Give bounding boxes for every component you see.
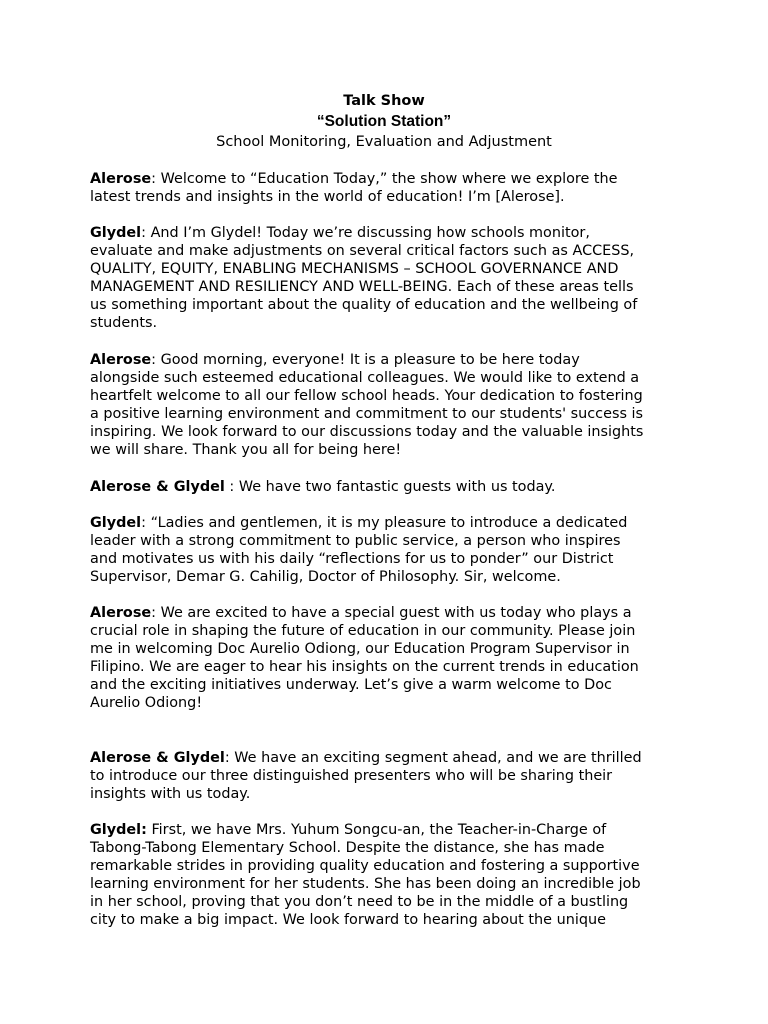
dialogue-text: Tabong-Tabong Elementary School. Despite the distance, she has made <box>90 840 605 857</box>
dialogue-text: First, we have Mrs. Yuhum Songcu-an, the Teacher-in-Charge of <box>151 822 607 838</box>
dialogue-text: Welcome to “Education Today,” the show where we explore the <box>160 171 618 187</box>
dialogue-line <box>90 296 675 314</box>
dialogue-line <box>90 224 675 242</box>
dialogue-text: Filipino. We are eager to hear his insights on the current trends in education <box>90 659 639 676</box>
dialogue-line <box>90 640 675 658</box>
dialogue-line <box>90 568 675 586</box>
speaker-separator: : <box>141 225 151 241</box>
dialogue-line <box>90 170 675 188</box>
dialogue-line <box>90 369 675 387</box>
dialogue-text: QUALITY, EQUITY, ENABLING MECHANISMS – SCHOOL GOVERNANCE AND <box>90 261 619 278</box>
speaker-name: Glydel <box>90 225 142 241</box>
dialogue-line <box>90 839 675 857</box>
dialogue-line <box>90 893 675 911</box>
dialogue-line <box>90 749 675 767</box>
dialogue-text: and the exciting initiatives underway. Let’s give a warm welcome to Doc <box>90 677 612 694</box>
dialogue-line <box>90 314 675 332</box>
dialogue-line <box>90 532 675 550</box>
dialogue-line <box>90 260 675 278</box>
dialogue-line <box>90 821 675 839</box>
dialogue-paragraph <box>90 604 675 713</box>
dialogue-line <box>90 550 675 568</box>
speaker-name: Glydel <box>90 515 142 531</box>
dialogue-line <box>90 188 675 206</box>
dialogue-line <box>90 767 675 785</box>
dialogue-paragraph <box>90 224 675 333</box>
dialogue-text: students. <box>90 315 158 332</box>
dialogue-text: inspiring. We look forward to our discussions today and the valuable insights <box>90 424 644 441</box>
dialogue-text: me in welcoming Doc Aurelio Odiong, our Education Program Supervisor in <box>90 641 630 658</box>
dialogue-line <box>90 911 675 929</box>
dialogue-line <box>90 278 675 296</box>
dialogue-line <box>90 676 675 694</box>
dialogue-text: heartfelt welcome to all our fellow school heads. Your dedication to fostering <box>90 388 643 405</box>
dialogue-text: Aurelio Odiong! <box>90 695 203 712</box>
speaker-name: Alerose <box>90 352 152 368</box>
dialogue-line <box>90 387 675 405</box>
dialogue-text: Good morning, everyone! It is a pleasure to be here today <box>160 352 580 368</box>
speaker-name: Alerose <box>90 171 152 187</box>
dialogue-text: learning environment for her students. She has been doing an incredible job <box>90 876 641 893</box>
dialogue-text: city to make a big impact. We look forward to hearing about the unique <box>90 912 606 929</box>
dialogue-text: MANAGEMENT AND RESILIENCY AND WELL-BEING. Each of these areas tells <box>90 279 634 296</box>
document-title: Talk Show <box>343 93 425 109</box>
speaker-separator: : <box>141 515 151 531</box>
dialogue-line <box>90 604 675 622</box>
document-topic: School Monitoring, Evaluation and Adjustment <box>216 134 552 150</box>
dialogue-text: “Ladies and gentlemen, it is my pleasure to introduce a dedicated <box>150 515 628 531</box>
speaker-name: Alerose & Glydel <box>90 479 225 495</box>
dialogue-line <box>90 857 675 875</box>
dialogue-text: and motivates us with his daily “reflections for us to ponder” our District <box>90 551 614 568</box>
dialogue-paragraph <box>90 821 675 930</box>
dialogue-text: crucial role in shaping the future of education in our community. Please join <box>90 623 636 640</box>
dialogue-text: leader with a strong commitment to public service, a person who inspires <box>90 533 621 550</box>
dialogue-line <box>90 658 675 676</box>
dialogue-text: Supervisor, Demar G. Cahilig, Doctor of Philosophy. Sir, welcome. <box>90 569 561 586</box>
dialogue-paragraph <box>90 749 675 803</box>
dialogue-text: in her school, proving that you don’t need to be in the middle of a bustling <box>90 894 629 911</box>
dialogue-line <box>90 478 675 496</box>
dialogue-text: We are excited to have a special guest with us today who plays a <box>160 605 632 621</box>
speaker-separator: : <box>151 171 161 187</box>
dialogue-text: insights with us today. <box>90 786 251 803</box>
dialogue-line <box>90 694 675 712</box>
speaker-name: Alerose & Glydel <box>90 750 225 766</box>
dialogue-line <box>90 785 675 803</box>
dialogue-text: we will share. Thank you all for being here! <box>90 442 402 459</box>
dialogue-paragraph <box>90 478 675 496</box>
dialogue-text: We have an exciting segment ahead, and we are thrilled <box>234 750 642 766</box>
dialogue-line <box>90 622 675 640</box>
dialogue-line <box>90 441 675 459</box>
dialogue-text: a positive learning environment and commitment to our students' success is <box>90 406 644 423</box>
dialogue-text: latest trends and insights in the world of education! I’m [Alerose]. <box>90 189 565 206</box>
dialogue-paragraph <box>90 351 675 460</box>
dialogue-line <box>90 875 675 893</box>
dialogue-text: us something important about the quality of education and the wellbeing of <box>90 297 638 314</box>
document-subtitle: “Solution Station” <box>316 113 452 130</box>
dialogue-line <box>90 242 675 260</box>
speaker-separator: : <box>224 750 235 766</box>
speaker-separator: : <box>151 352 161 368</box>
dialogue-text: to introduce our three distinguished presenters who will be sharing their <box>90 768 613 785</box>
dialogue-line <box>90 514 675 532</box>
speaker-name: Alerose <box>90 605 152 621</box>
dialogue-line <box>90 351 675 369</box>
dialogue-text: We have two fantastic guests with us today. <box>238 479 556 495</box>
dialogue-paragraph <box>90 514 675 586</box>
dialogue-line <box>90 423 675 441</box>
dialogue-text: remarkable strides in providing quality education and fostering a supportive <box>90 858 640 875</box>
dialogue-text: evaluate and make adjustments on several critical factors such as ACCESS, <box>90 243 635 260</box>
dialogue-line <box>90 405 675 423</box>
speaker-separator: : <box>224 479 239 495</box>
speaker-separator: : <box>151 605 161 621</box>
dialogue-text: And I’m Glydel! Today we’re discussing how schools monitor, <box>150 225 590 241</box>
speaker-name: Glydel: <box>90 822 147 838</box>
dialogue-text: alongside such esteemed educational colleagues. We would like to extend a <box>90 370 640 387</box>
dialogue-paragraph <box>90 170 675 206</box>
